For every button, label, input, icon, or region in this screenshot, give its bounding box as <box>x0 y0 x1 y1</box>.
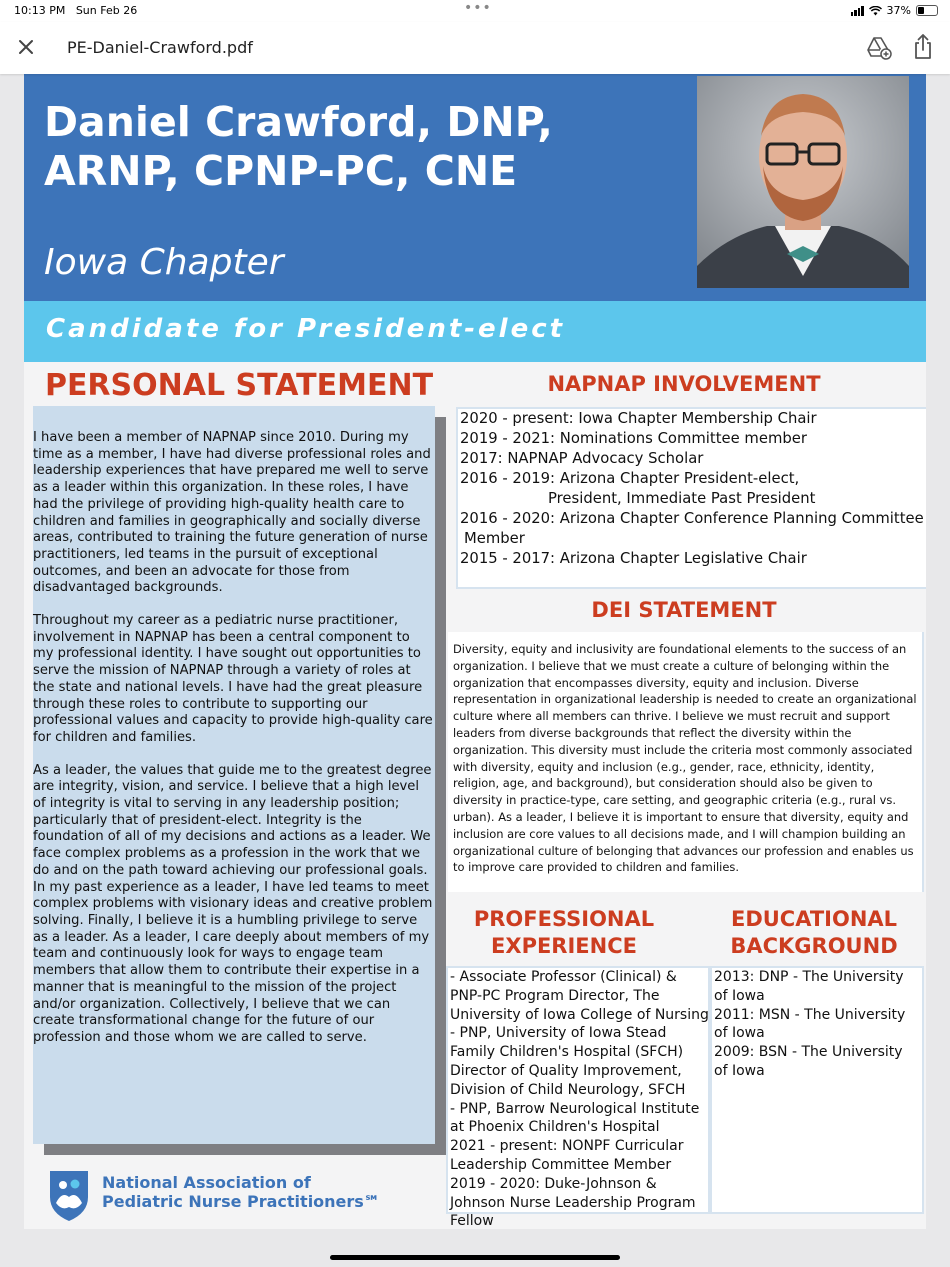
napnap-logo <box>46 1167 381 1225</box>
statement-paragraph: Throughout my career as a pediatric nurse practitioner, involvement in NAPNAP has been a central component to my professional identity. I have sought out opportunities to serve the mission of NAPNAP through a variety of roles at the state and national levels. I have had the great pleasure through these roles to contribute to supporting our professional values and capacity to provide high-quality care for children and families. <box>33 613 433 745</box>
home-indicator[interactable] <box>330 1255 620 1260</box>
chapter-name: Iowa Chapter <box>44 242 284 283</box>
involvement-title: NAPNAP INVOLVEMENT <box>547 372 821 396</box>
experience-list <box>450 968 712 1229</box>
personal-statement-text <box>33 430 433 1063</box>
dei-text: Diversity, equity and inclusivity are foundational elements to the success of an organization. I believe that we must create a culture of belonging within the organization that encompasses diversity, equity and inclusion. Diverse representation in organizational leadership is needed to create an organizational culture where all members can thrive. I believe we must recruit and support leaders from diverse backgrounds that reflect the diversity within the organization. This diversity must include the criteria most commonly associated with diversity, equity and inclusion (e.g., gender, race, ethnicity, identity, religion, age, and background), but consideration should also be given to diversity in practice-type, care setting, and geographic criteria (e.g., rural vs. urban). As a leader, I believe it is important to ensure that diversity, equity and inclusion are core values to all decisions made, and I will champion building an organizational culture of belonging that advances our profession and enables us to improve care provided to children and families. <box>453 642 917 875</box>
involvement-item: 2019 - 2021: Nominations Committee member <box>460 430 807 447</box>
wifi-icon <box>869 6 882 16</box>
education-item: 2009: BSN - The University of Iowa <box>714 1044 903 1079</box>
experience-item: 2019 - 2020: Duke-Johnson & Johnson Nurse Leadership Program Fellow <box>450 1175 696 1229</box>
viewer-toolbar <box>0 22 950 74</box>
multitasking-dots-icon[interactable]: ••• <box>464 0 492 16</box>
share-icon[interactable] <box>912 33 934 61</box>
involvement-item: 2016 - 2020: Arizona Chapter Conference Planning Committee <box>460 510 924 527</box>
cellular-signal-icon <box>851 6 864 16</box>
statement-paragraph: I have been a member of NAPNAP since 2010. During my time as a member, I have had diverse professional roles and leadership experiences that have prepared me well to serve as a leader within this organization. In these roles, I have had the privilege of providing high-quality health care to children and families in geographically and socially diverse areas, contributed to training the future generation of nurse practitioners, led teams in the pursuit of exceptional outcomes, and been an advocate for those from disadvantaged backgrounds. <box>33 430 431 596</box>
dei-title: DEI STATEMENT <box>591 598 777 622</box>
experience-item: - PNP, University of Iowa Stead Family Children's Hospital (SFCH) <box>450 1025 684 1061</box>
education-item: 2011: MSN - The University of Iowa <box>714 1006 906 1042</box>
experience-item: 2021 - present: NONPF Curricular Leadership Committee Member <box>450 1138 684 1173</box>
candidate-band <box>24 301 926 362</box>
involvement-item: 2016 - 2019: Arizona Chapter President-elect, <box>460 470 800 487</box>
candidate-name: Daniel Crawford, DNP, ARNP, CPNP-PC, CNE <box>44 98 553 195</box>
file-name: PE-Daniel-Crawford.pdf <box>67 38 253 57</box>
involvement-box <box>456 407 926 589</box>
experience-item: - Associate Professor (Clinical) & PNP-PC Program Director, The University of Iowa College of Nursing <box>450 969 709 1023</box>
status-indicators <box>851 4 938 17</box>
shield-logo-icon <box>46 1167 92 1223</box>
involvement-item: Member <box>464 530 525 547</box>
status-time: 10:13 PM Sun Feb 26 <box>14 4 138 17</box>
candidate-title: Candidate for President-elect <box>46 314 566 344</box>
pdf-page[interactable] <box>24 74 926 1229</box>
status-bar <box>0 0 950 22</box>
education-title: EDUCATIONAL BACKGROUND <box>730 907 898 958</box>
experience-item: Director of Quality Improvement, Division of Child Neurology, SFCH <box>450 1062 686 1098</box>
close-icon[interactable] <box>16 35 36 59</box>
candidate-photo <box>697 76 909 288</box>
battery-icon <box>916 5 938 16</box>
experience-title: PROFESSIONAL EXPERIENCE <box>473 907 655 958</box>
involvement-item: 2015 - 2017: Arizona Chapter Legislative Chair <box>460 550 807 567</box>
add-to-drive-icon[interactable] <box>866 34 892 60</box>
involvement-item: 2017: NAPNAP Advocacy Scholar <box>460 450 704 467</box>
involvement-item: President, Immediate Past President <box>548 490 816 507</box>
battery-percentage: 37% <box>886 4 911 17</box>
experience-item: - PNP, Barrow Neurological Institute at Phoenix Children's Hospital <box>450 1100 700 1136</box>
statement-paragraph: As a leader, the values that guide me to the greatest degree are integrity, vision, and service. I believe that a high level of integrity is vital to serving in any leadership position; particularly that of president-elect. Integrity is the foundation of all of my decisions and actions as a leader. We face complex problems as a profession in the work that we do and on the path toward achieving our professional goals. In my past experience as a leader, I have led teams to meet complex problems with visionary ideas and creative problem solving. Finally, I believe it is a humbling privilege to serve as a leader. As a leader, I care deeply about members of my team and continuously look for ways to engage team members that allow them to contribute their expertise in a manner that is meaningful to the mission of the project and/or organization. Collectively, I believe that we can create transformational change for the future of our profession and those whom we are called to serve. <box>33 762 433 1045</box>
education-item: 2013: DNP - The University of Iowa <box>714 969 904 1004</box>
education-list <box>714 968 914 1081</box>
logo-line-2: Pediatric Nurse Practitioners℠ <box>102 1192 381 1211</box>
logo-line-1: National Association of <box>102 1173 311 1192</box>
involvement-item: 2020 - present: Iowa Chapter Membership Chair <box>460 410 817 427</box>
header-banner <box>24 74 926 301</box>
personal-statement-title: PERSONAL STATEMENT <box>44 368 434 403</box>
